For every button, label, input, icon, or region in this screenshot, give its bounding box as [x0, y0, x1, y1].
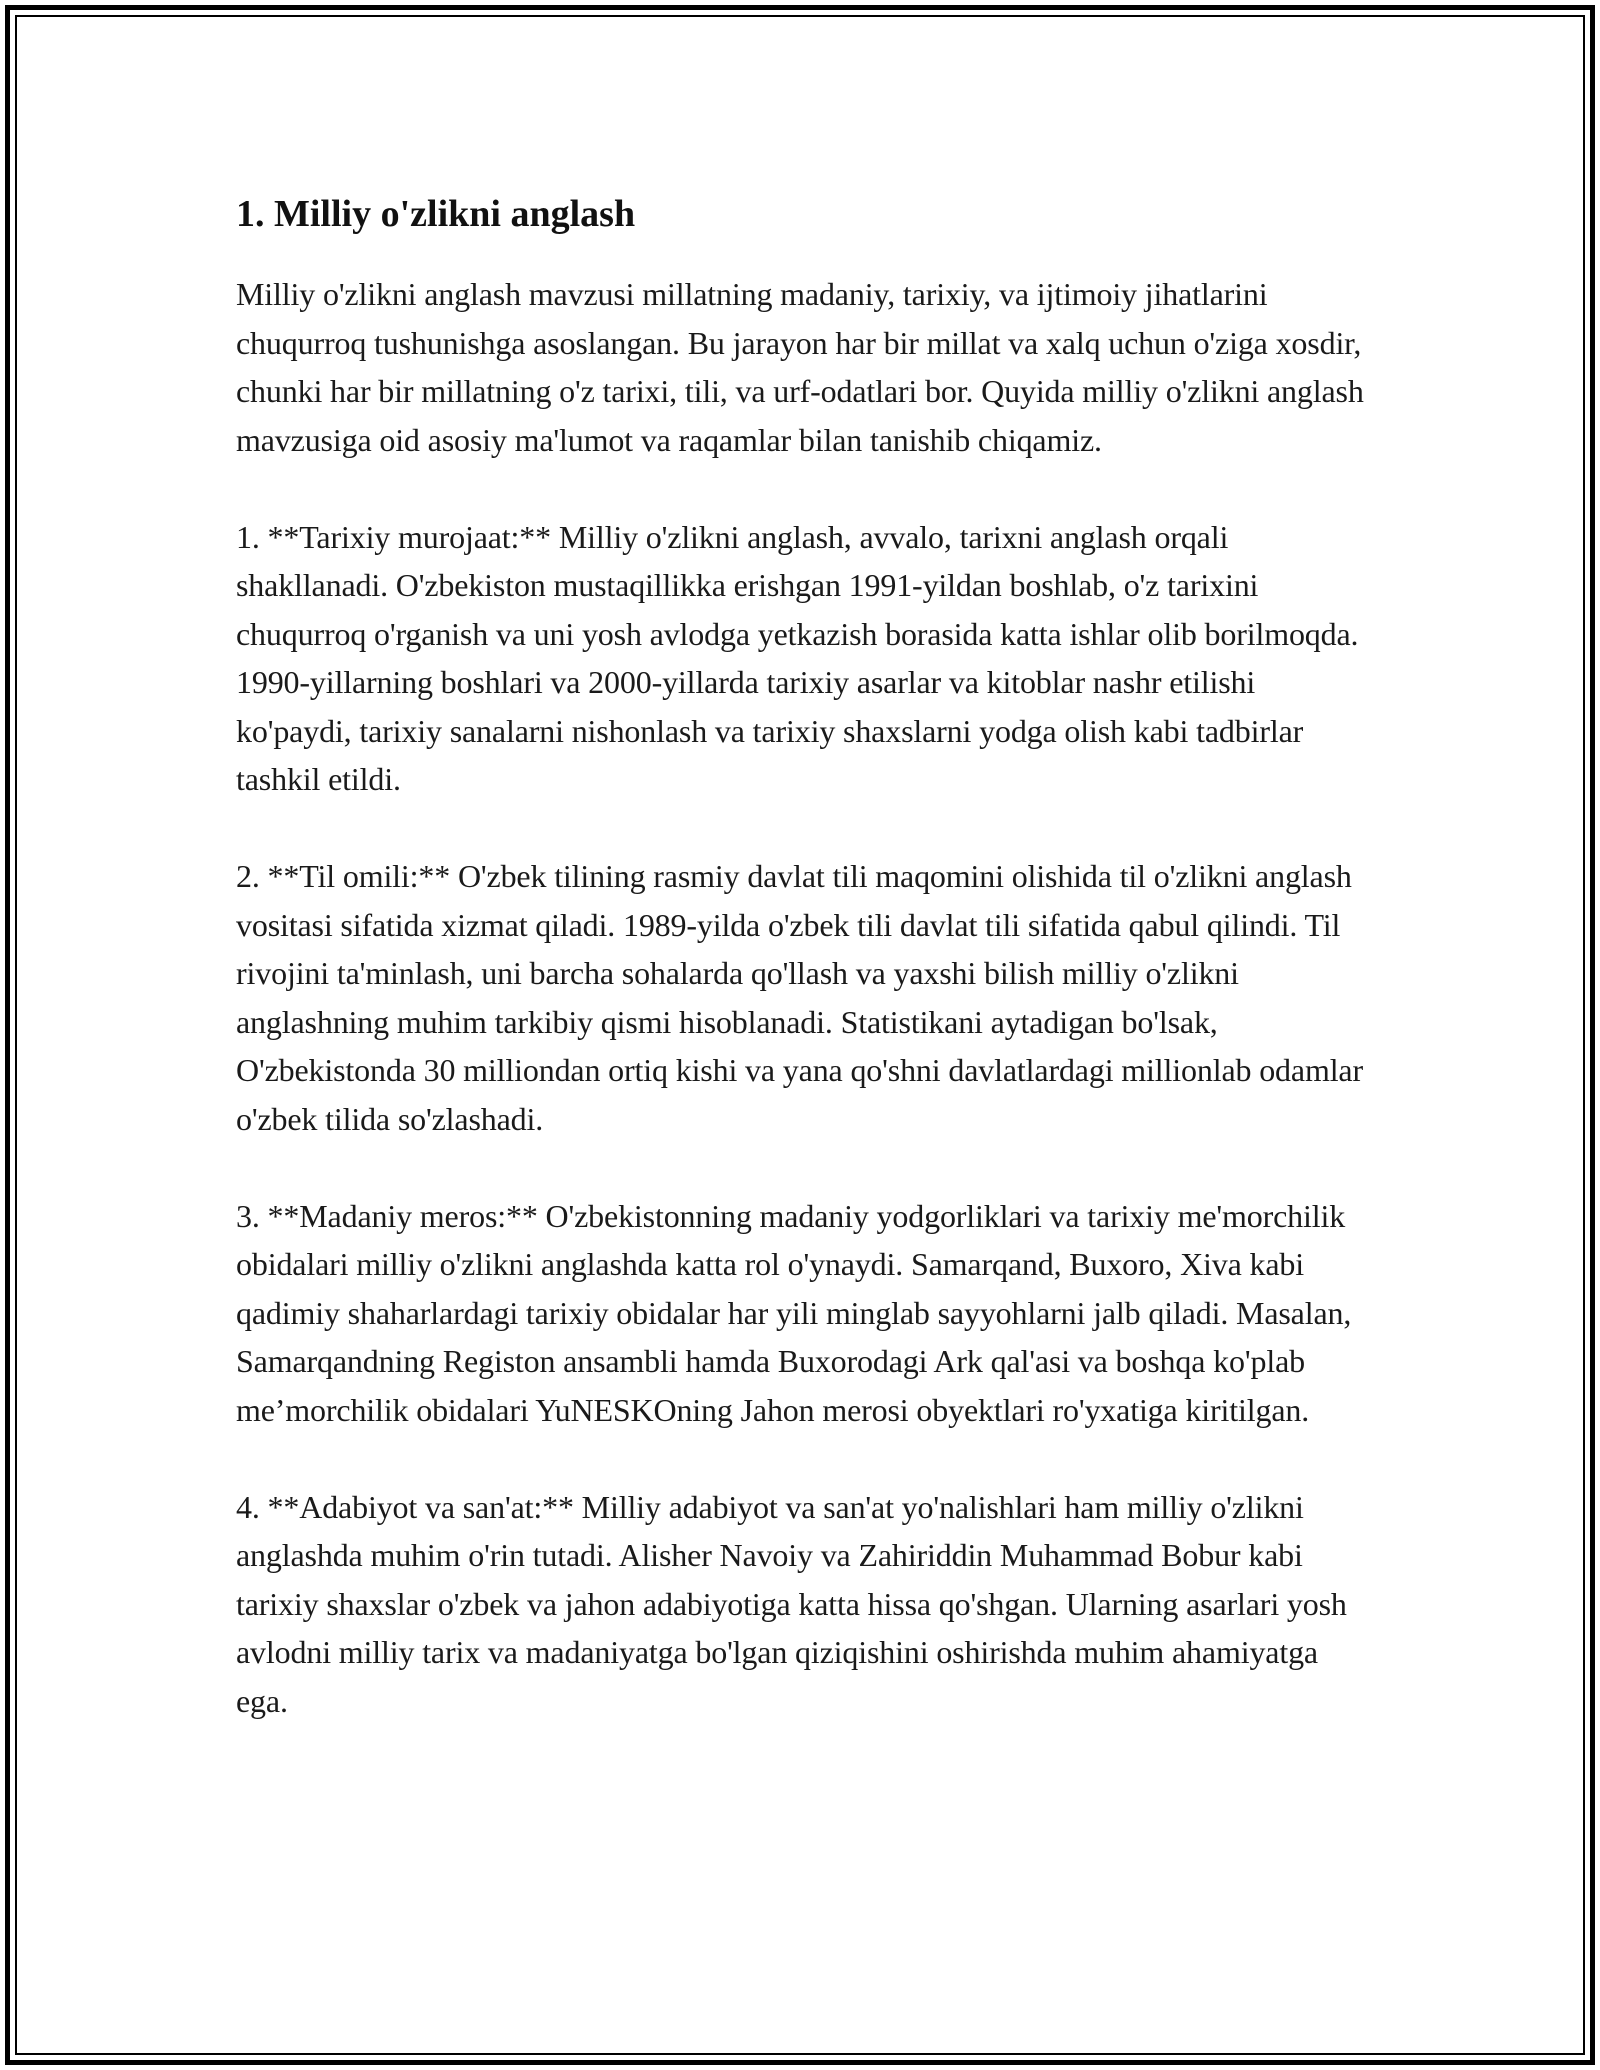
paragraph-history: 1. **Tarixiy murojaat:** Milliy o'zlikni anglash, avvalo, tarixni anglash orqali shakllanadi. O'zbekiston mustaqillikka erishgan 1991-yildan boshlab, o'z tarixini chuqurroq o'rganish va uni yosh avlodga yetkazish borasida katta ishlar olib borilmoqda. 1990-yillarning boshlari va 2000-yillarda tarixiy asarlar va kitoblar nashr etilishi ko'paydi, tarixiy sanalarni nishonlash va tarixiy shaxslarni yodga olish kabi tadbirlar tashkil etildi.	[236, 518, 1359, 797]
document-body	[236, 188, 1366, 1774]
paragraph-heritage: 3. **Madaniy meros:** O'zbekistonning madaniy yodgorliklari va tarixiy me'morchilik obidalari milliy o'zlikni anglashda katta rol o'ynaydi. Samarqand, Buxoro, Xiva kabi qadimiy shaharlardagi tarixiy obidalar har yili minglab sayyohlarni jalb qiladi. Masalan, Samarqandning Registon ansambli hamda Buxorodagi Ark qal'asi va boshqa ko'plab me’morchilik obidalari YuNESKOning Jahon merosi obyektlari ro'yxatiga kiritilgan.	[236, 1197, 1352, 1428]
document-title: 1. Milliy o'zlikni anglash	[236, 193, 636, 235]
paragraph-literature-art: 4. **Adabiyot va san'at:** Milliy adabiyot va san'at yo'nalishlari ham milliy o'zlikni anglashda muhim o'rin tutadi. Alisher Navoiy va Zahiriddin Muhammad Bobur kabi tarixiy shaxslar o'zbek va jahon adabiyotiga katta hissa qo'shgan. Ularning asarlari yosh avlodni milliy tarix va madaniyatga bo'lgan qiziqishini oshirishda muhim ahamiyatga ega.	[236, 1488, 1347, 1719]
paragraph-language: 2. **Til omili:** O'zbek tilining rasmiy davlat tili maqomini olishida til o'zlikni anglash vositasi sifatida xizmat qiladi. 1989-yilda o'zbek tili davlat tili sifatida qabul qilindi. Til rivojini ta'minlash, uni barcha sohalarda qo'llash va yaxshi bilish milliy o'zlikni anglashning muhim tarkibiy qismi hisoblanadi. Statistikani aytadigan bo'lsak, O'zbekistonda 30 milliondan ortiq kishi va yana qo'shni davlatlardagi millionlab odamlar o'zbek tilida so'zlashadi.	[236, 858, 1363, 1137]
intro-paragraph: Milliy o'zlikni anglash mavzusi millatning madaniy, tarixiy, va ijtimoiy jihatlarini chuqurroq tushunishga asoslangan. Bu jarayon har bir millat va xalq uchun o'ziga xosdir, chunki har bir millatning o'z tarixi, tili, va urf-odatlari bor. Quyida milliy o'zlikni anglash mavzusiga oid asosiy ma'lumot va raqamlar bilan tanishib chiqamiz.	[236, 276, 1364, 458]
